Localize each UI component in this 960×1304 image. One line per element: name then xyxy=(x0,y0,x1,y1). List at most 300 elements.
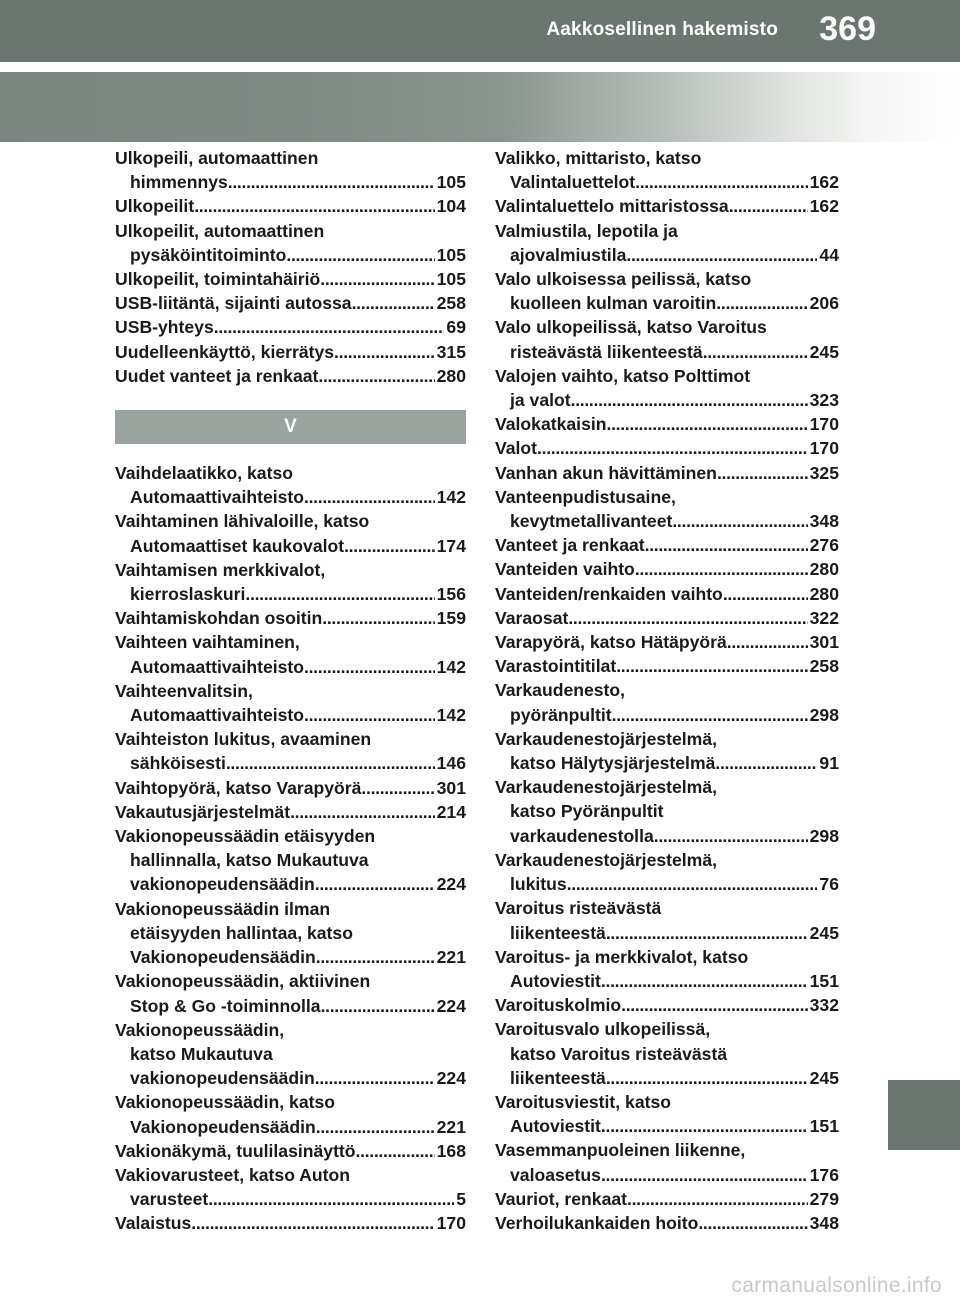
dot-leader xyxy=(320,267,434,291)
dot-leader xyxy=(601,1114,808,1138)
entry-line xyxy=(115,872,466,896)
entry-text: Vanteiden/renkaiden vaihto xyxy=(495,583,723,604)
index-entry xyxy=(495,364,839,412)
dot-leader xyxy=(304,485,435,509)
entry-text: Autoviestit xyxy=(510,1116,601,1137)
entry-page-number: 44 xyxy=(819,244,839,265)
dot-leader xyxy=(344,534,435,558)
dot-leader xyxy=(616,654,807,678)
entry-line xyxy=(495,194,839,218)
entry-text: Automaattivaihteisto xyxy=(130,705,305,726)
index-entry xyxy=(495,1187,839,1211)
entry-page-number: 162 xyxy=(809,172,839,193)
index-entry xyxy=(115,969,466,1017)
entry-page-number: 151 xyxy=(809,1116,839,1137)
entry-line xyxy=(495,1066,839,1090)
index-entry xyxy=(495,557,839,581)
entry-text: Uudet vanteet ja renkaat xyxy=(115,365,319,386)
entry-line xyxy=(115,170,466,194)
index-entry xyxy=(495,606,839,630)
index-entry xyxy=(115,630,466,678)
entry-line xyxy=(495,824,839,848)
entry-page-number: 301 xyxy=(809,632,839,653)
entry-line xyxy=(495,969,839,993)
entry-text: Varastointitilat xyxy=(495,656,617,677)
entry-line xyxy=(495,872,839,896)
dot-leader xyxy=(304,703,435,727)
index-entry xyxy=(115,800,466,824)
header-photo-banner xyxy=(0,72,960,142)
entry-text: liikenteestä xyxy=(510,1067,606,1088)
page-number: 369 xyxy=(819,10,876,48)
entry-page-number: 332 xyxy=(809,995,839,1016)
index-entry xyxy=(115,606,466,630)
entry-text: Vanhan akun hävittäminen xyxy=(495,462,717,483)
index-entry xyxy=(115,558,466,606)
index-entry xyxy=(495,1090,839,1138)
entry-text: Vakionopeussäädin, katso xyxy=(115,1092,335,1113)
entry-text: katso Pyöränpultit xyxy=(510,801,664,822)
entry-text: Valintaluettelot xyxy=(510,172,636,193)
entry-text: Autoviestit xyxy=(510,970,601,991)
index-entry xyxy=(115,194,466,218)
dot-leader xyxy=(723,582,808,606)
index-entry xyxy=(495,436,839,460)
entry-page-number: 69 xyxy=(446,317,466,338)
entry-page-number: 221 xyxy=(436,1116,466,1137)
dot-leader xyxy=(645,533,808,557)
index-entry xyxy=(115,1139,466,1163)
entry-text: liikenteestä xyxy=(510,922,606,943)
entry-text: Vakiovarusteet, katso Auton xyxy=(115,1164,350,1185)
index-entry xyxy=(495,775,839,848)
entry-text: katso Varoitus risteävästä xyxy=(510,1043,728,1064)
entry-text: Varoitusvalo ulkopeilissä, xyxy=(495,1019,711,1040)
entry-page-number: 151 xyxy=(809,970,839,991)
dot-leader xyxy=(352,291,435,315)
entry-text: Vasemmanpuoleinen liikenne, xyxy=(495,1140,746,1161)
entry-text: Varaosat xyxy=(495,607,569,628)
entry-text: lukitus xyxy=(510,874,567,895)
dot-leader xyxy=(601,1163,808,1187)
entry-line xyxy=(115,1187,466,1211)
entry-text: Valokatkaisin xyxy=(495,414,607,435)
entry-text: Valo ulkoisessa peilissä, katso xyxy=(495,269,752,290)
index-entry xyxy=(115,1163,466,1211)
entry-line xyxy=(115,364,466,388)
entry-text: kevytmetallivanteet xyxy=(510,511,673,532)
index-entry xyxy=(495,848,839,896)
entry-text: kierroslaskuri xyxy=(130,584,246,605)
dot-leader xyxy=(194,194,434,218)
entry-page-number: 214 xyxy=(436,801,466,822)
entry-text: Vakionopeussäädin, aktiivinen xyxy=(115,971,371,992)
entry-line xyxy=(115,655,466,679)
entry-text: kuolleen kulman varoitin xyxy=(510,293,717,314)
entry-text: varkaudenestolla xyxy=(510,825,654,846)
entry-text: Varoitus risteävästä xyxy=(495,898,662,919)
dot-leader xyxy=(729,194,808,218)
entry-text: Stop & Go -toiminnolla xyxy=(130,995,321,1016)
entry-page-number: 245 xyxy=(809,1067,839,1088)
entry-line xyxy=(115,703,466,727)
dot-leader xyxy=(322,606,434,630)
entry-text: Vanteiden vaihto xyxy=(495,559,635,580)
entry-text: valoasetus xyxy=(510,1164,601,1185)
index-entry xyxy=(115,897,466,970)
entry-line xyxy=(495,170,839,194)
index-entry xyxy=(495,945,839,993)
entry-page-number: 258 xyxy=(809,656,839,677)
entry-text: Valmiustila, lepotila ja xyxy=(495,220,678,241)
entry-page-number: 170 xyxy=(436,1213,466,1234)
entry-line xyxy=(115,291,466,315)
dot-leader xyxy=(612,703,808,727)
entry-line xyxy=(495,703,839,727)
entry-page-number: 159 xyxy=(436,608,466,629)
dot-leader xyxy=(606,1066,808,1090)
index-list-v xyxy=(115,461,466,1236)
entry-text: himmennys xyxy=(130,172,228,193)
entry-line xyxy=(115,945,466,969)
entry-page-number: 76 xyxy=(819,874,839,895)
entry-text: Verhoilukankaiden hoito xyxy=(495,1212,699,1233)
entry-page-number: 142 xyxy=(436,487,466,508)
dot-leader xyxy=(321,994,435,1018)
index-entry xyxy=(495,727,839,775)
entry-text: Varoitusviestit, katso xyxy=(495,1091,672,1112)
index-entry xyxy=(495,678,839,726)
dot-leader xyxy=(635,170,808,194)
entry-line xyxy=(495,388,839,412)
entry-text: etäisyyden hallintaa, katso xyxy=(130,922,353,943)
dot-leader xyxy=(716,291,807,315)
entry-page-number: 162 xyxy=(809,196,839,217)
entry-page-number: 206 xyxy=(809,293,839,314)
entry-line xyxy=(115,751,466,775)
entry-text: Valojen vaihto, katso Polttimot xyxy=(495,365,751,386)
entry-text: Vaihtamiskohdan osoitin xyxy=(115,608,323,629)
entry-page-number: 105 xyxy=(436,269,466,290)
entry-text: Vakionopeudensäädin xyxy=(130,947,316,968)
entry-page-number: 279 xyxy=(809,1188,839,1209)
entry-line xyxy=(495,509,839,533)
dot-leader xyxy=(214,315,445,339)
index-entry xyxy=(115,824,466,897)
entry-line xyxy=(115,243,466,267)
entry-line xyxy=(115,267,466,291)
entry-text: Vakionopeussäädin etäisyyden xyxy=(115,826,376,847)
header-bar xyxy=(0,0,960,62)
entry-line xyxy=(495,412,839,436)
entry-line xyxy=(495,243,839,267)
dot-leader xyxy=(208,1187,454,1211)
dot-leader xyxy=(356,1139,435,1163)
dot-leader xyxy=(568,606,807,630)
entry-text: Ulkopeilit xyxy=(115,196,195,217)
entry-text: Valaistus xyxy=(115,1213,192,1234)
entry-text: Vakautusjärjestelmät xyxy=(115,801,291,822)
entry-page-number: 146 xyxy=(436,753,466,774)
entry-page-number: 325 xyxy=(809,462,839,483)
entry-text: Vaihtamisen merkkivalot, xyxy=(115,559,326,580)
entry-line xyxy=(495,340,839,364)
entry-line xyxy=(495,751,839,775)
dot-leader xyxy=(316,945,435,969)
entry-text: Varapyörä, katso Hätäpyörä xyxy=(495,632,727,653)
entry-line xyxy=(115,194,466,218)
entry-page-number: 170 xyxy=(809,438,839,459)
entry-page-number: 224 xyxy=(436,1068,466,1089)
entry-line xyxy=(115,606,466,630)
entry-page-number: 5 xyxy=(456,1189,466,1210)
index-list-v-continued xyxy=(495,146,839,1235)
entry-line xyxy=(495,557,839,581)
dot-leader xyxy=(304,655,435,679)
index-list-u xyxy=(115,146,466,388)
entry-page-number: 322 xyxy=(809,607,839,628)
entry-line xyxy=(115,1115,466,1139)
dot-leader xyxy=(226,751,435,775)
dot-leader xyxy=(315,872,435,896)
entry-text: ja valot xyxy=(510,390,571,411)
entry-line xyxy=(495,533,839,557)
entry-text: Vaihteiston lukitus, avaaminen xyxy=(115,729,372,750)
dot-leader xyxy=(361,776,434,800)
entry-line xyxy=(495,291,839,315)
entry-text: Vanteet ja renkaat xyxy=(495,535,645,556)
index-entry xyxy=(495,461,839,485)
entry-text: pyöränpultit xyxy=(510,704,612,725)
entry-page-number: 315 xyxy=(436,341,466,362)
index-entry xyxy=(115,364,466,388)
index-entry xyxy=(115,315,466,339)
index-entry xyxy=(115,461,466,509)
dot-leader xyxy=(635,557,808,581)
entry-text: Varoituskolmio xyxy=(495,995,622,1016)
entry-text: vakionopeudensäädin xyxy=(130,1068,315,1089)
entry-page-number: 280 xyxy=(809,583,839,604)
index-entry xyxy=(115,1211,466,1235)
entry-line xyxy=(115,485,466,509)
entry-line xyxy=(495,436,839,460)
entry-text: USB-liitäntä, sijainti autossa xyxy=(115,293,352,314)
dot-leader xyxy=(607,412,808,436)
entry-page-number: 176 xyxy=(809,1164,839,1185)
dot-leader xyxy=(717,461,808,485)
entry-page-number: 170 xyxy=(809,414,839,435)
entry-text: hallinnalla, katso Mukautuva xyxy=(130,850,369,871)
entry-page-number: 156 xyxy=(436,584,466,605)
entry-text: Vaihtaminen lähivaloille, katso xyxy=(115,511,370,532)
entry-text: katso Hälytysjärjestelmä xyxy=(510,753,716,774)
index-entry xyxy=(115,1090,466,1138)
entry-page-number: 224 xyxy=(436,995,466,1016)
index-entry xyxy=(495,533,839,557)
dot-leader xyxy=(703,340,808,364)
page-title: Aakkosellinen hakemisto xyxy=(546,19,778,40)
entry-page-number: 142 xyxy=(436,705,466,726)
entry-text: Varoitus- ja merkkivalot, katso xyxy=(495,946,749,967)
dot-leader xyxy=(228,170,435,194)
entry-text: sähköisesti xyxy=(130,753,226,774)
entry-text: pysäköintitoiminto xyxy=(130,244,287,265)
dot-leader xyxy=(286,243,434,267)
index-entry xyxy=(495,654,839,678)
entry-page-number: 104 xyxy=(436,196,466,217)
entry-page-number: 91 xyxy=(819,753,839,774)
entry-text: Valo ulkopeilissä, katso Varoitus xyxy=(495,317,767,338)
dot-leader xyxy=(245,582,434,606)
section-header-v: V xyxy=(115,410,466,444)
entry-text: Valintaluettelo mittaristossa xyxy=(495,196,729,217)
entry-line xyxy=(495,630,839,654)
entry-line xyxy=(115,776,466,800)
index-entry xyxy=(495,194,839,218)
index-entry xyxy=(495,412,839,436)
entry-line xyxy=(495,1114,839,1138)
index-entry xyxy=(495,1211,839,1235)
entry-page-number: 280 xyxy=(809,559,839,580)
entry-text: Automaattivaihteisto xyxy=(130,656,305,677)
entry-text: USB-yhteys xyxy=(115,317,214,338)
index-entry xyxy=(115,219,466,267)
entry-page-number: 245 xyxy=(809,922,839,943)
entry-line xyxy=(115,1139,466,1163)
index-entry xyxy=(495,1138,839,1186)
entry-line xyxy=(115,1211,466,1235)
entry-line xyxy=(115,800,466,824)
entry-text: Vakionopeudensäädin xyxy=(130,1116,316,1137)
entry-text: Vanteenpudistusaine, xyxy=(495,486,676,507)
entry-line xyxy=(495,461,839,485)
entry-line xyxy=(115,1066,466,1090)
dot-leader xyxy=(601,969,808,993)
dot-leader xyxy=(290,800,435,824)
index-entry xyxy=(495,315,839,363)
index-entry xyxy=(495,1017,839,1090)
entry-page-number: 348 xyxy=(809,511,839,532)
entry-text: Valikko, mittaristo, katso xyxy=(495,148,702,168)
entry-text: vakionopeudensäädin xyxy=(130,874,315,895)
entry-line xyxy=(495,1163,839,1187)
entry-text: Ulkopeilit, toimintahäiriö xyxy=(115,269,321,290)
entry-page-number: 348 xyxy=(809,1212,839,1233)
entry-line xyxy=(115,315,466,339)
dot-leader xyxy=(606,921,808,945)
entry-text: Vakionopeussäädin ilman xyxy=(115,898,331,919)
index-entry xyxy=(115,679,466,727)
entry-text: Varkaudenestojärjestelmä, xyxy=(495,777,717,798)
dot-leader xyxy=(334,340,435,364)
index-entry xyxy=(115,267,466,291)
index-entry xyxy=(495,582,839,606)
index-entry xyxy=(115,340,466,364)
index-entry xyxy=(115,146,466,194)
dot-leader xyxy=(537,436,808,460)
entry-page-number: 245 xyxy=(809,341,839,362)
entry-page-number: 168 xyxy=(436,1140,466,1161)
dot-leader xyxy=(727,630,808,654)
index-entry xyxy=(115,776,466,800)
entry-text: katso Mukautuva xyxy=(130,1043,273,1064)
dot-leader xyxy=(627,1187,808,1211)
entry-text: Vauriot, renkaat xyxy=(495,1188,628,1209)
entry-page-number: 224 xyxy=(436,874,466,895)
entry-line xyxy=(115,582,466,606)
entry-text: Ulkopeili, automaattinen xyxy=(115,148,319,168)
index-entry xyxy=(115,727,466,775)
dot-leader xyxy=(315,1066,435,1090)
entry-text: Varkaudenestojärjestelmä, xyxy=(495,849,717,870)
entry-page-number: 323 xyxy=(809,390,839,411)
entry-text: Varkaudenesto, xyxy=(495,680,626,701)
entry-text: varusteet xyxy=(130,1189,209,1210)
index-entry xyxy=(495,146,839,194)
entry-line xyxy=(495,1211,839,1235)
dot-leader xyxy=(715,751,817,775)
index-column-left xyxy=(115,146,466,1236)
index-entry xyxy=(495,630,839,654)
chapter-tab-marker xyxy=(888,1080,960,1150)
entry-text: ajovalmiustila xyxy=(510,244,627,265)
dot-leader xyxy=(654,824,808,848)
watermark: carmanualsonline.info xyxy=(731,1274,942,1297)
entry-page-number: 298 xyxy=(809,704,839,725)
entry-page-number: 280 xyxy=(436,365,466,386)
entry-text: Valot xyxy=(495,438,538,459)
entry-text: Automaattivaihteisto xyxy=(130,487,305,508)
dot-leader xyxy=(191,1211,434,1235)
dot-leader xyxy=(318,364,434,388)
entry-line xyxy=(495,582,839,606)
dot-leader xyxy=(621,993,808,1017)
entry-text: Varkaudenestojärjestelmä, xyxy=(495,728,717,749)
entry-page-number: 258 xyxy=(436,293,466,314)
entry-text: risteävästä liikenteestä xyxy=(510,341,703,362)
dot-leader xyxy=(672,509,807,533)
entry-page-number: 301 xyxy=(436,777,466,798)
entry-page-number: 105 xyxy=(436,244,466,265)
entry-text: Ulkopeilit, automaattinen xyxy=(115,220,325,241)
entry-page-number: 276 xyxy=(809,535,839,556)
entry-text: Uudelleenkäyttö, kierrätys xyxy=(115,341,335,362)
entry-line xyxy=(495,921,839,945)
entry-text: Vakionopeussäädin, xyxy=(115,1019,285,1040)
dot-leader xyxy=(567,872,818,896)
index-column-right xyxy=(495,146,839,1235)
index-entry xyxy=(115,291,466,315)
index-entry xyxy=(495,993,839,1017)
entry-line xyxy=(495,654,839,678)
dot-leader xyxy=(698,1211,807,1235)
index-entry xyxy=(115,509,466,557)
entry-page-number: 221 xyxy=(436,947,466,968)
index-entry xyxy=(495,896,839,944)
entry-page-number: 298 xyxy=(809,825,839,846)
entry-page-number: 174 xyxy=(436,535,466,556)
index-entry xyxy=(495,219,839,267)
entry-line xyxy=(115,994,466,1018)
entry-text: Automaattiset kaukovalot xyxy=(130,535,345,556)
index-entry xyxy=(115,1018,466,1091)
entry-line xyxy=(115,340,466,364)
entry-page-number: 142 xyxy=(436,656,466,677)
entry-text: Vaihteenvalitsin, xyxy=(115,680,253,701)
entry-line xyxy=(495,606,839,630)
entry-text: Vaihtopyörä, katso Varapyörä xyxy=(115,777,362,798)
entry-page-number: 105 xyxy=(436,172,466,193)
